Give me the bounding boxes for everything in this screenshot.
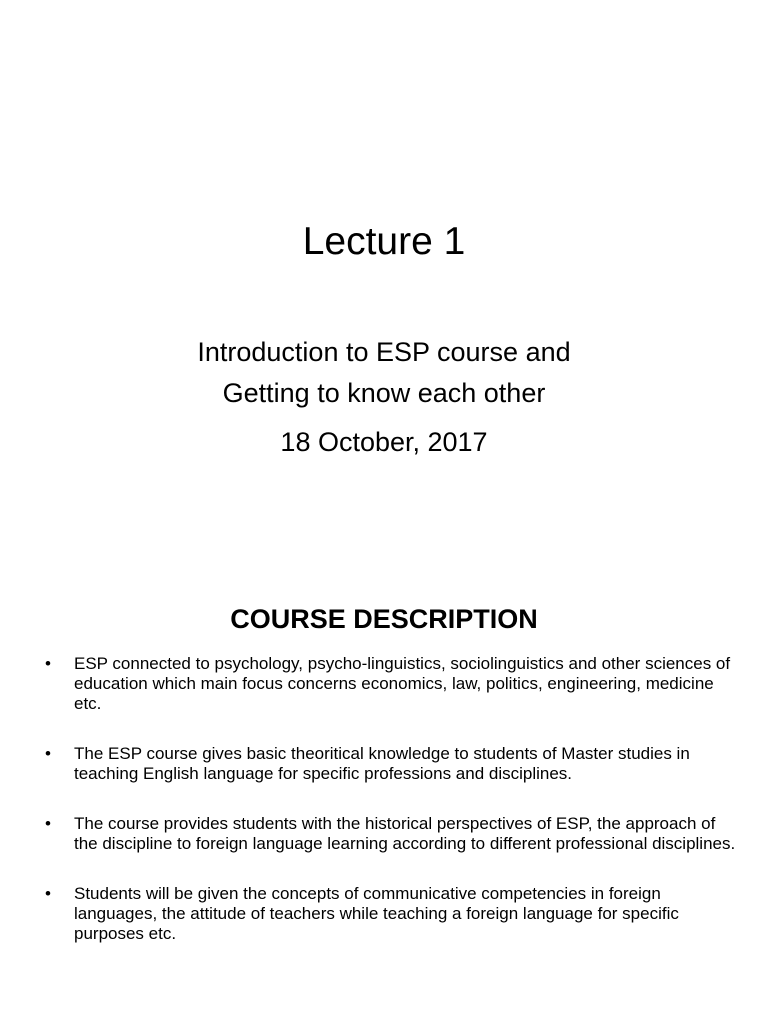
lecture-subtitle xyxy=(0,332,768,414)
bullet-text: Students will be given the concepts of communicative competencies in foreign languages, the attitude of teachers while teaching a foreign language for specific purposes etc. xyxy=(74,884,679,943)
bullet-icon: • xyxy=(45,744,51,763)
bullet-icon: • xyxy=(45,654,51,673)
section-heading: COURSE DESCRIPTION xyxy=(230,604,538,634)
subtitle-line-1: Introduction to ESP course and xyxy=(197,337,571,367)
bullet-text: The ESP course gives basic theoritical knowledge to students of Master studies in teaching English language for specific professions and disciplines. xyxy=(74,744,690,783)
list-item xyxy=(40,654,740,714)
course-description-slide xyxy=(0,576,768,1024)
lecture-title: Lecture 1 xyxy=(302,220,466,263)
bullet-icon: • xyxy=(45,884,51,903)
bullet-list xyxy=(40,654,740,974)
bullet-icon: • xyxy=(45,814,51,833)
bullet-text: ESP connected to psychology, psycho-linguistics, sociolinguistics and other sciences of education which main focus concerns economics, law, politics, engineering, medicine etc. xyxy=(74,654,731,713)
list-item xyxy=(40,884,740,944)
subtitle-line-2: Getting to know each other xyxy=(222,378,546,408)
list-item xyxy=(40,744,740,784)
list-item xyxy=(40,814,740,854)
lecture-date: 18 October, 2017 xyxy=(280,427,488,457)
bullet-text: The course provides students with the historical perspectives of ESP, the approach of the discipline to foreign language learning according to different professional disciplines. xyxy=(74,814,736,853)
